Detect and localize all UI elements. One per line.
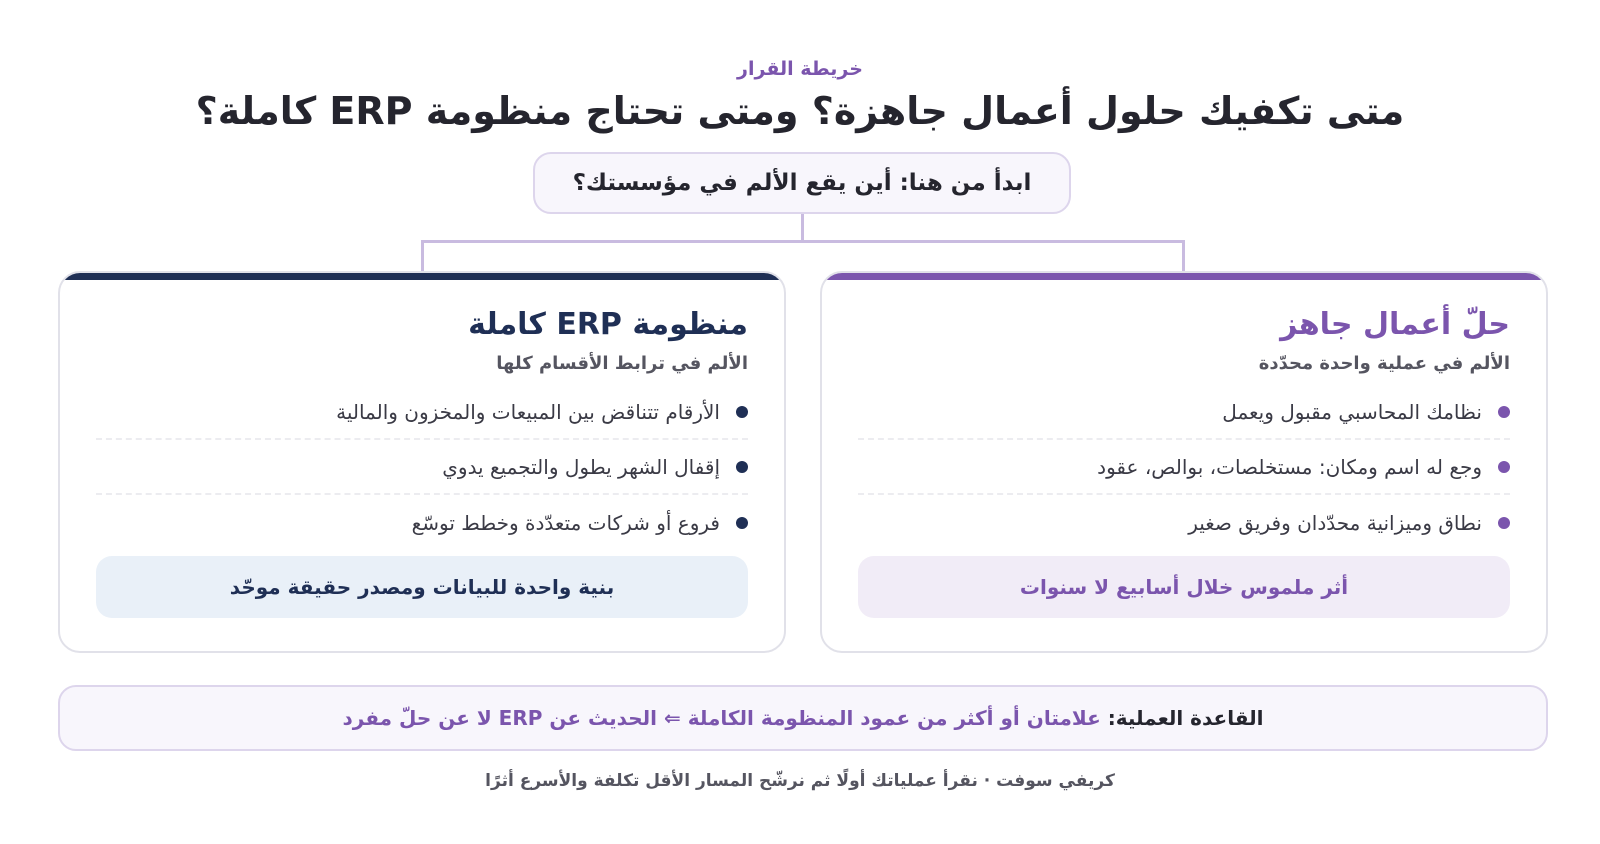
connector-horizontal bbox=[421, 240, 1185, 243]
connector-right-drop bbox=[1182, 240, 1185, 271]
connector-stem bbox=[801, 214, 804, 241]
ready-card-outcome-text: أثر ملموس خلال أسابيع لا سنوات bbox=[1019, 575, 1349, 599]
rule-banner bbox=[58, 685, 1548, 751]
rule-text: علامتان أو أكثر من عمود المنظومة الكاملة ⇐ الحديث عن ERP لا عن حلّ مفرد bbox=[342, 706, 1101, 730]
erp-card-outcome bbox=[96, 556, 748, 618]
ready-card-title: حلّ أعمال جاهز bbox=[1280, 307, 1510, 342]
erp-card-accent-bar bbox=[60, 273, 784, 280]
bullet-icon bbox=[736, 406, 748, 418]
ready-card-subtitle: الألم في عملية واحدة محدّدة bbox=[1258, 353, 1510, 374]
start-node-label: ابدأ من هنا: أين يقع الألم في مؤسستك؟ bbox=[572, 170, 1032, 196]
ready-solution-card bbox=[820, 271, 1548, 653]
list-item bbox=[96, 385, 748, 440]
bullet-icon bbox=[1498, 461, 1510, 473]
ready-signs-list bbox=[858, 385, 1510, 550]
list-item bbox=[96, 495, 748, 550]
start-node bbox=[533, 152, 1071, 214]
list-item-text: نظامك المحاسبي مقبول ويعمل bbox=[1222, 399, 1482, 424]
kicker-label: خريطة القرار bbox=[737, 58, 863, 80]
rule-label: القاعدة العملية: bbox=[1107, 706, 1264, 730]
list-item-text: فروع أو شركات متعدّدة وخطط توسّع bbox=[411, 510, 720, 535]
list-item-text: الأرقام تتناقض بين المبيعات والمخزون والمالية bbox=[336, 399, 720, 424]
page-title: متى تكفيك حلول أعمال جاهزة؟ ومتى تحتاج منظومة ERP كاملة؟ bbox=[195, 89, 1405, 133]
list-item bbox=[858, 440, 1510, 495]
list-item bbox=[858, 495, 1510, 550]
list-item bbox=[96, 440, 748, 495]
list-item bbox=[858, 385, 1510, 440]
erp-signs-list bbox=[96, 385, 748, 550]
erp-card-subtitle: الألم في ترابط الأقسام كلها bbox=[496, 353, 748, 374]
list-item-text: وجع له اسم ومكان: مستخلصات، بوالص، عقود bbox=[1097, 454, 1482, 479]
connector-left-drop bbox=[421, 240, 424, 271]
list-item-text: نطاق وميزانية محدّدان وفريق صغير bbox=[1188, 510, 1482, 535]
bullet-icon bbox=[1498, 406, 1510, 418]
bullet-icon bbox=[736, 461, 748, 473]
list-item-text: إقفال الشهر يطول والتجميع يدوي bbox=[442, 454, 720, 479]
erp-card-outcome-text: بنية واحدة للبيانات ومصدر حقيقة موحّد bbox=[229, 575, 615, 599]
footer-note: كريفي سوفت · نقرأ عملياتك أولًا ثم نرشّح المسار الأقل تكلفة والأسرع أثرًا bbox=[485, 771, 1115, 791]
erp-card-title: منظومة ERP كاملة bbox=[468, 307, 748, 342]
bullet-icon bbox=[736, 517, 748, 529]
erp-card bbox=[58, 271, 786, 653]
ready-card-outcome bbox=[858, 556, 1510, 618]
bullet-icon bbox=[1498, 517, 1510, 529]
ready-card-accent-bar bbox=[822, 273, 1546, 280]
